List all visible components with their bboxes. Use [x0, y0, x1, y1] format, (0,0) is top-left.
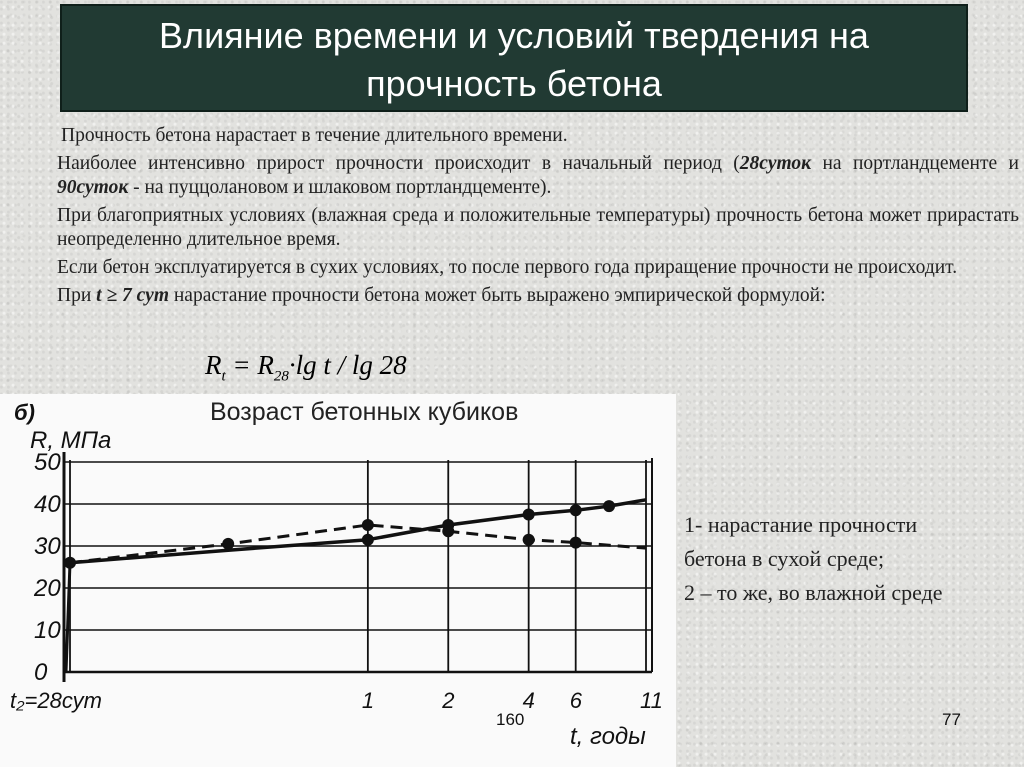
y-tick-label: 10: [34, 617, 61, 644]
y-tick-label: 50: [34, 449, 61, 476]
x-tick-label: t₂=28сут: [10, 688, 102, 713]
page-number-77: 77: [942, 710, 961, 729]
y-tick-label: 0: [34, 659, 48, 686]
formula-sub-28: 28: [273, 368, 289, 385]
panel-label: б): [14, 400, 35, 425]
data-point-solid: [570, 504, 582, 516]
p5-text-c: нарастание прочности бетона может быть выражено эмпирической формулой:: [169, 285, 826, 306]
legend-item-2: 2 – то же, во влажной среде: [684, 580, 943, 605]
formula-sub-t: t: [221, 368, 226, 385]
formula: [205, 350, 407, 385]
x-tick-label: 11: [640, 688, 663, 713]
chart-title: Возраст бетонных кубиков: [210, 398, 519, 426]
paragraph-2: [57, 152, 1019, 200]
slide-title-line2: прочность бетона: [366, 63, 662, 104]
x-axis-label: t, годы: [570, 723, 646, 750]
data-point-dashed: [442, 525, 454, 537]
p2-text-a: Наиболее интенсивно прирост прочности происходит в начальный период (: [57, 153, 740, 174]
y-tick-label: 30: [34, 533, 61, 560]
x-tick-label: 6: [569, 688, 582, 713]
x-tick-label: 4: [522, 688, 535, 713]
slide-title-line1: Влияние времени и условий твердения на: [159, 15, 869, 56]
legend-1-line2: бетона в сухой среде;: [684, 546, 885, 571]
legend-1-line1: 1- нарастание прочности: [684, 512, 918, 537]
y-tick-label: 20: [34, 575, 61, 602]
p5-emph-condition: t ≥ 7 сут: [96, 285, 169, 306]
paragraph-4: Если бетон эксплуатируется в сухих условиях, то после первого года приращение прочности не происходит.: [57, 257, 958, 278]
p2-emph-28: 28суток: [739, 153, 812, 174]
x-tick-label: 2: [442, 688, 455, 713]
paragraph-1: Прочность бетона нарастает в течение длительного времени.: [61, 125, 568, 146]
data-point-dashed: [222, 538, 234, 550]
data-point-solid: [362, 534, 374, 546]
formula-mid: = R: [225, 350, 274, 380]
page-number-160: 160: [496, 710, 525, 729]
p2-emph-90: 90суток: [57, 177, 129, 198]
legend-item-1: [684, 508, 1000, 576]
paragraph-5: [57, 284, 1019, 308]
formula-r: R: [205, 350, 222, 380]
p2-text-c: на портландцементе и: [811, 153, 1019, 174]
legend: [684, 508, 1000, 610]
strength-chart: [0, 394, 676, 767]
p5-text-a: При: [57, 285, 97, 306]
y-tick-label: 40: [34, 491, 61, 518]
data-point-dashed: [523, 534, 535, 546]
formula-end: ·lg t / lg 28: [288, 350, 407, 380]
y-axis-label: R, МПа: [30, 427, 112, 454]
data-point-solid: [523, 509, 535, 521]
paragraph-3: При благоприятных условиях (влажная среда и положительные температуры) прочность бетона может прирастать неопределенно длительное время.: [57, 205, 1019, 250]
data-point-dashed: [570, 537, 582, 549]
data-point-solid: [603, 500, 615, 512]
slide-title: [60, 4, 968, 112]
p2-text-e: - на пуццолановом и шлаковом портландцементе).: [128, 177, 552, 198]
x-tick-label: 1: [361, 688, 375, 713]
data-point-dashed: [362, 519, 374, 531]
body-text: [57, 124, 1019, 312]
